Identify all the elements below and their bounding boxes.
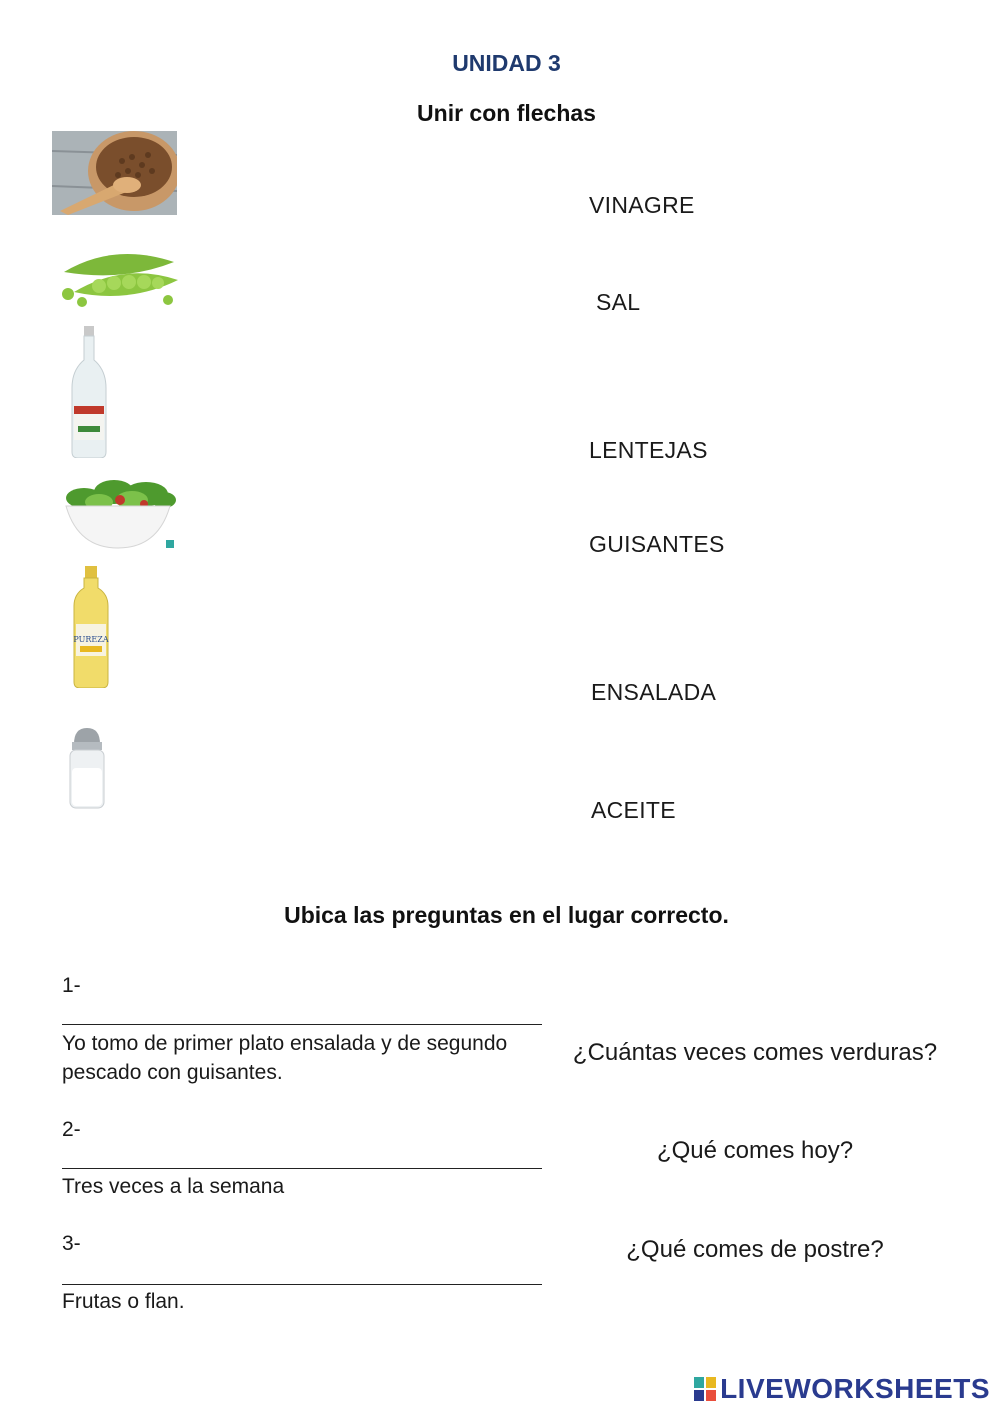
page-title: UNIDAD 3	[452, 50, 561, 76]
word-aceite[interactable]: ACEITE	[591, 797, 676, 823]
word-vinagre[interactable]: VINAGRE	[589, 192, 695, 218]
liveworksheets-logo-icon	[694, 1377, 716, 1401]
vinegar-bottle-image	[68, 326, 110, 458]
footer-logo	[694, 1373, 990, 1405]
answer-blank-1[interactable]	[62, 1024, 542, 1025]
answer-blank-2[interactable]	[62, 1168, 542, 1169]
peas-image	[54, 232, 182, 308]
answer-text-2: Tres veces a la semana	[62, 1175, 285, 1198]
svg-text:PUREZA: PUREZA	[73, 635, 109, 644]
answer-blank-3[interactable]	[62, 1284, 542, 1285]
lentils-image	[52, 131, 177, 215]
section-title-questions: Ubica las preguntas en el lugar correcto.	[284, 902, 729, 928]
oil-bottle-image	[70, 566, 112, 688]
question-number-1: 1-	[62, 974, 81, 997]
question-option-2[interactable]: ¿Qué comes hoy?	[656, 1137, 854, 1164]
liveworksheets-brand: LIVEWORKSHEETS	[720, 1373, 990, 1404]
word-lentejas[interactable]: LENTEJAS	[589, 437, 708, 463]
question-number-2: 2-	[62, 1118, 81, 1141]
question-option-3[interactable]: ¿Qué comes de postre?	[626, 1236, 884, 1263]
salt-shaker-image	[64, 724, 110, 810]
salad-image	[54, 476, 182, 554]
section-title-matching: Unir con flechas	[417, 100, 596, 126]
answer-text-3: Frutas o flan.	[62, 1290, 185, 1313]
word-ensalada[interactable]: ENSALADA	[591, 679, 717, 705]
answer-text-1: Yo tomo de primer plato ensalada y de segundo pescado con guisantes.	[62, 1032, 508, 1084]
question-number-3: 3-	[62, 1232, 81, 1255]
word-sal[interactable]: SAL	[596, 289, 641, 315]
question-option-1[interactable]: ¿Cuántas veces comes verduras?	[572, 1039, 938, 1066]
word-guisantes[interactable]: GUISANTES	[589, 531, 725, 557]
